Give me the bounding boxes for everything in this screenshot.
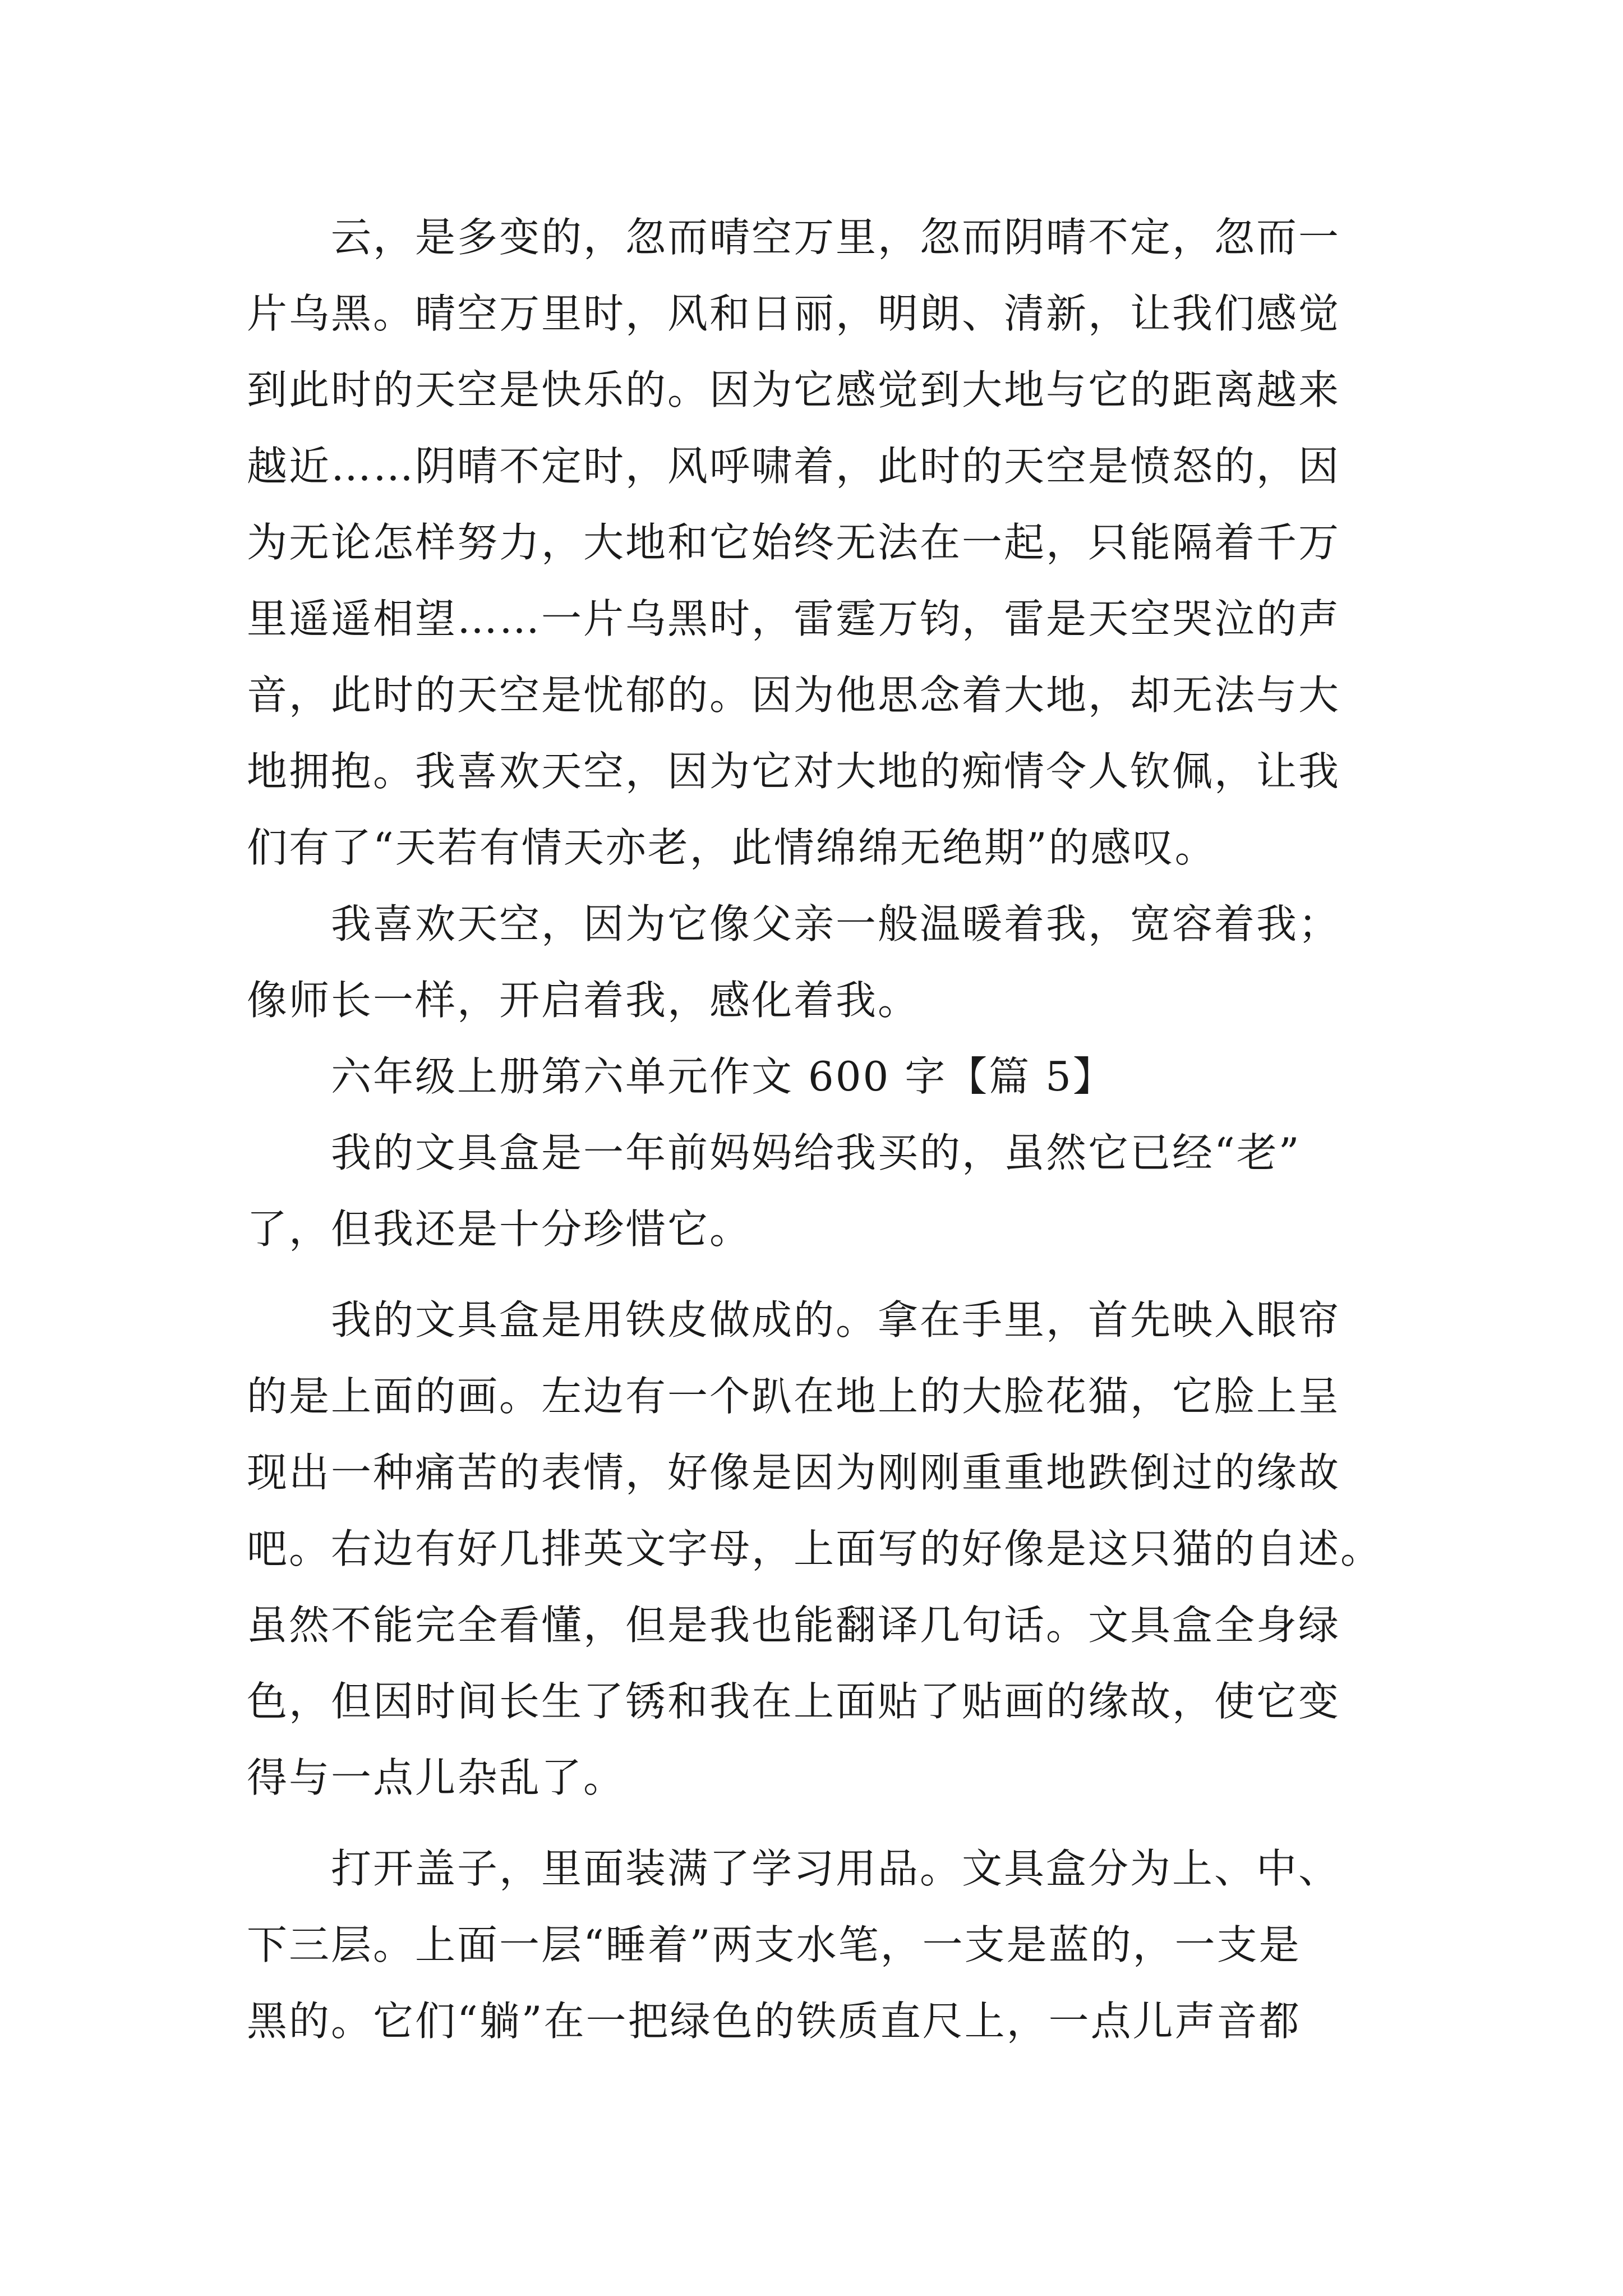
text-line: 虽然不能完全看懂，但是我也能翻译几句话。文具盒全身绿	[247, 1602, 1341, 1649]
text-line: 音，此时的天空是忧郁的。因为他思念着大地，却无法与大	[247, 671, 1341, 719]
text-line: 云，是多变的，忽而晴空万里，忽而阴晴不定，忽而一	[247, 214, 1341, 261]
text-line: 到此时的天空是快乐的。因为它感觉到大地与它的距离越来	[247, 366, 1341, 413]
heading-line: 六年级上册第六单元作文 600 字【篇 5】	[247, 1053, 1115, 1100]
paragraph-spacer	[247, 1816, 1385, 1830]
paragraph-spacer	[247, 1267, 1385, 1282]
text-line: 们有了“天若有情天亦老，此情绵绵无绝期”的感叹。	[247, 824, 1217, 871]
text-line: 为无论怎样努力，大地和它始终无法在一起，只能隔着千万	[247, 519, 1341, 566]
text-line: 色，但因时间长生了锈和我在上面贴了贴画的缘故，使它变	[247, 1678, 1341, 1725]
text-line: 得与一点儿杂乱了。	[247, 1754, 626, 1801]
paragraph-pencil-box-inside	[247, 1830, 1385, 2059]
text-line: 像师长一样，开启着我，感化着我。	[247, 977, 920, 1024]
section-heading	[247, 1038, 1385, 1115]
text-line: 里遥遥相望……一片乌黑时，雷霆万钧，雷是天空哭泣的声	[247, 595, 1341, 642]
text-line: 现出一种痛苦的表情，好像是因为刚刚重重地跌倒过的缘故	[247, 1449, 1341, 1496]
paragraph-like-sky	[247, 886, 1385, 1038]
text-line: 了，但我还是十分珍惜它。	[247, 1205, 752, 1253]
text-line: 吧。右边有好几排英文字母，上面写的好像是这只猫的自述。	[247, 1525, 1383, 1572]
document-body	[247, 199, 1385, 2059]
text-line: 下三层。上面一层“睡着”两支水笔，一支是蓝的，一支是	[247, 1921, 1301, 1968]
text-line: 黑的。它们“躺”在一把绿色的铁质直尺上，一点儿声音都	[247, 1998, 1301, 2045]
paragraph-pencil-box-look	[247, 1282, 1385, 1816]
text-line: 片乌黑。晴空万里时，风和日丽，明朗、清新，让我们感觉	[247, 290, 1341, 337]
text-line: 地拥抱。我喜欢天空，因为它对大地的痴情令人钦佩，让我	[247, 748, 1341, 795]
text-line: 越近……阴晴不定时，风呼啸着，此时的天空是愤怒的，因	[247, 443, 1341, 490]
paragraph-clouds	[247, 199, 1385, 886]
text-line: 的是上面的画。左边有一个趴在地上的大脸花猫，它脸上呈	[247, 1373, 1341, 1420]
text-line: 我喜欢天空，因为它像父亲一般温暖着我，宽容着我；	[247, 900, 1341, 947]
paragraph-pencil-box-intro	[247, 1115, 1385, 1267]
text-line: 我的文具盒是用铁皮做成的。拿在手里，首先映入眼帘	[247, 1296, 1341, 1343]
text-line: 我的文具盒是一年前妈妈给我买的，虽然它已经“老”	[247, 1129, 1301, 1176]
text-line: 打开盖子，里面装满了学习用品。文具盒分为上、中、	[247, 1845, 1341, 1892]
